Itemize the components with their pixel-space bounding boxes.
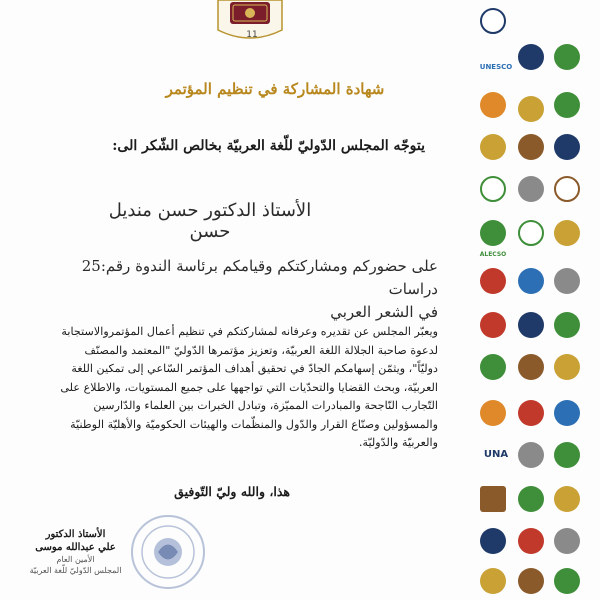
partner-logo-icon <box>554 92 580 118</box>
official-seal-icon <box>128 512 208 592</box>
partner-logo-icon <box>480 354 506 380</box>
partner-logo-icon <box>518 44 544 70</box>
partner-logo-icon <box>554 220 580 246</box>
signatory-role: الأمين العام <box>56 555 95 564</box>
partner-logo-icon <box>480 176 506 202</box>
partner-logo-icon <box>554 528 580 554</box>
partner-logo-icon <box>480 220 506 246</box>
partner-logo-icon <box>518 400 544 426</box>
paragraph-line: العربيّة، وبحث القضايا والتحدّيات التي تواجهها على جميع المستويات، والاطلاع على <box>60 380 438 394</box>
partner-logo-icon <box>480 92 506 118</box>
partner-logo-icon <box>518 268 544 294</box>
reason-line-2: في الشعر العربي <box>330 303 438 321</box>
partner-logo-icon <box>518 486 544 512</box>
partner-logo-icon <box>518 134 544 160</box>
paragraph-line: والعربيّة والدّوليّة. <box>358 436 438 449</box>
unesco-logo: UNESCO <box>479 63 513 71</box>
alecso-logo: ALECSO <box>479 250 507 258</box>
partner-logo-icon <box>518 568 544 594</box>
closing-line: هذا، والله وليّ التّوفيق <box>174 484 290 499</box>
partner-logo-icon <box>480 312 506 338</box>
signature-block <box>18 528 133 576</box>
partner-logos <box>468 0 600 600</box>
partner-logo-icon <box>480 8 506 34</box>
participation-reason <box>48 255 438 324</box>
partner-logo-icon <box>518 96 544 122</box>
partner-logo-icon <box>554 442 580 468</box>
paragraph-line: لدعوة صاحبة الجلالة اللغة العربيّة، وتعزيز مؤتمرها الدّوليّ "المعتمد والمصنّف <box>84 343 438 357</box>
appreciation-paragraph <box>48 323 438 453</box>
paragraph-line: التّجارب النّاجحة والمبادرات المميّزة، وتبادل الخبرات بين العلماء والدّارسين <box>93 399 438 412</box>
partner-logo-icon <box>518 354 544 380</box>
signatory-organization: المجلس الدّوليّ للّغة العربيّة <box>29 566 122 575</box>
partner-logo-icon <box>554 312 580 338</box>
partner-logo-icon <box>480 568 506 594</box>
partner-logo-icon <box>554 44 580 70</box>
partner-logo-icon <box>518 528 544 554</box>
paragraph-line: دوليّاً"، ويثمّن إسهامكم الجادّ في تحقيق أهداف المؤتمر السّاعي إلى تمكين اللغة <box>71 362 438 375</box>
partner-logo-icon <box>554 568 580 594</box>
partner-logo-icon <box>554 400 580 426</box>
partner-logo-icon <box>554 176 580 202</box>
partner-logo-icon <box>480 400 506 426</box>
partner-logo-icon <box>518 220 544 246</box>
partner-logo-icon <box>480 268 506 294</box>
emblem-number: 11 <box>246 30 258 40</box>
partner-logo-icon <box>554 486 580 512</box>
partner-logo-icon <box>518 176 544 202</box>
partner-logo-icon <box>518 312 544 338</box>
partner-logo-icon <box>554 134 580 160</box>
partner-logo-icon <box>480 134 506 160</box>
partner-logo-icon <box>554 354 580 380</box>
recipient-name: الأستاذ الدكتور حسن منديل حسن <box>108 200 312 242</box>
certificate-heading: شهادة المشاركة في تنظيم المؤتمر <box>165 80 385 98</box>
thanks-line: يتوجّه المجلس الدّوليّ للّغة العربيّة بخالص الشّكر الى: <box>112 138 425 154</box>
signatory-title: الأستاذ الدكتور <box>45 529 106 540</box>
partner-logo-icon <box>518 442 544 468</box>
signatory-name: علي عبدالله موسى <box>35 542 116 553</box>
una-logo: UNA <box>483 448 509 460</box>
partner-logo-icon <box>554 268 580 294</box>
paragraph-line: ويعبّر المجلس عن تقديره وعرفانه لمشاركتكم في تنظيم أعمال المؤتمروالاستجابة <box>61 325 438 338</box>
paragraph-line: والمسؤولين وصنّاع القرار والدّول والمنظّمات والهيئات الحكوميّة والأهليّة الوطنيّة <box>70 417 438 431</box>
partner-logo-icon <box>480 486 506 512</box>
partner-logo-icon <box>480 528 506 554</box>
reason-line-1: على حضوركم ومشاركتكم وقيامكم برئاسة الندوة رقم:25 دراسات <box>81 257 438 298</box>
